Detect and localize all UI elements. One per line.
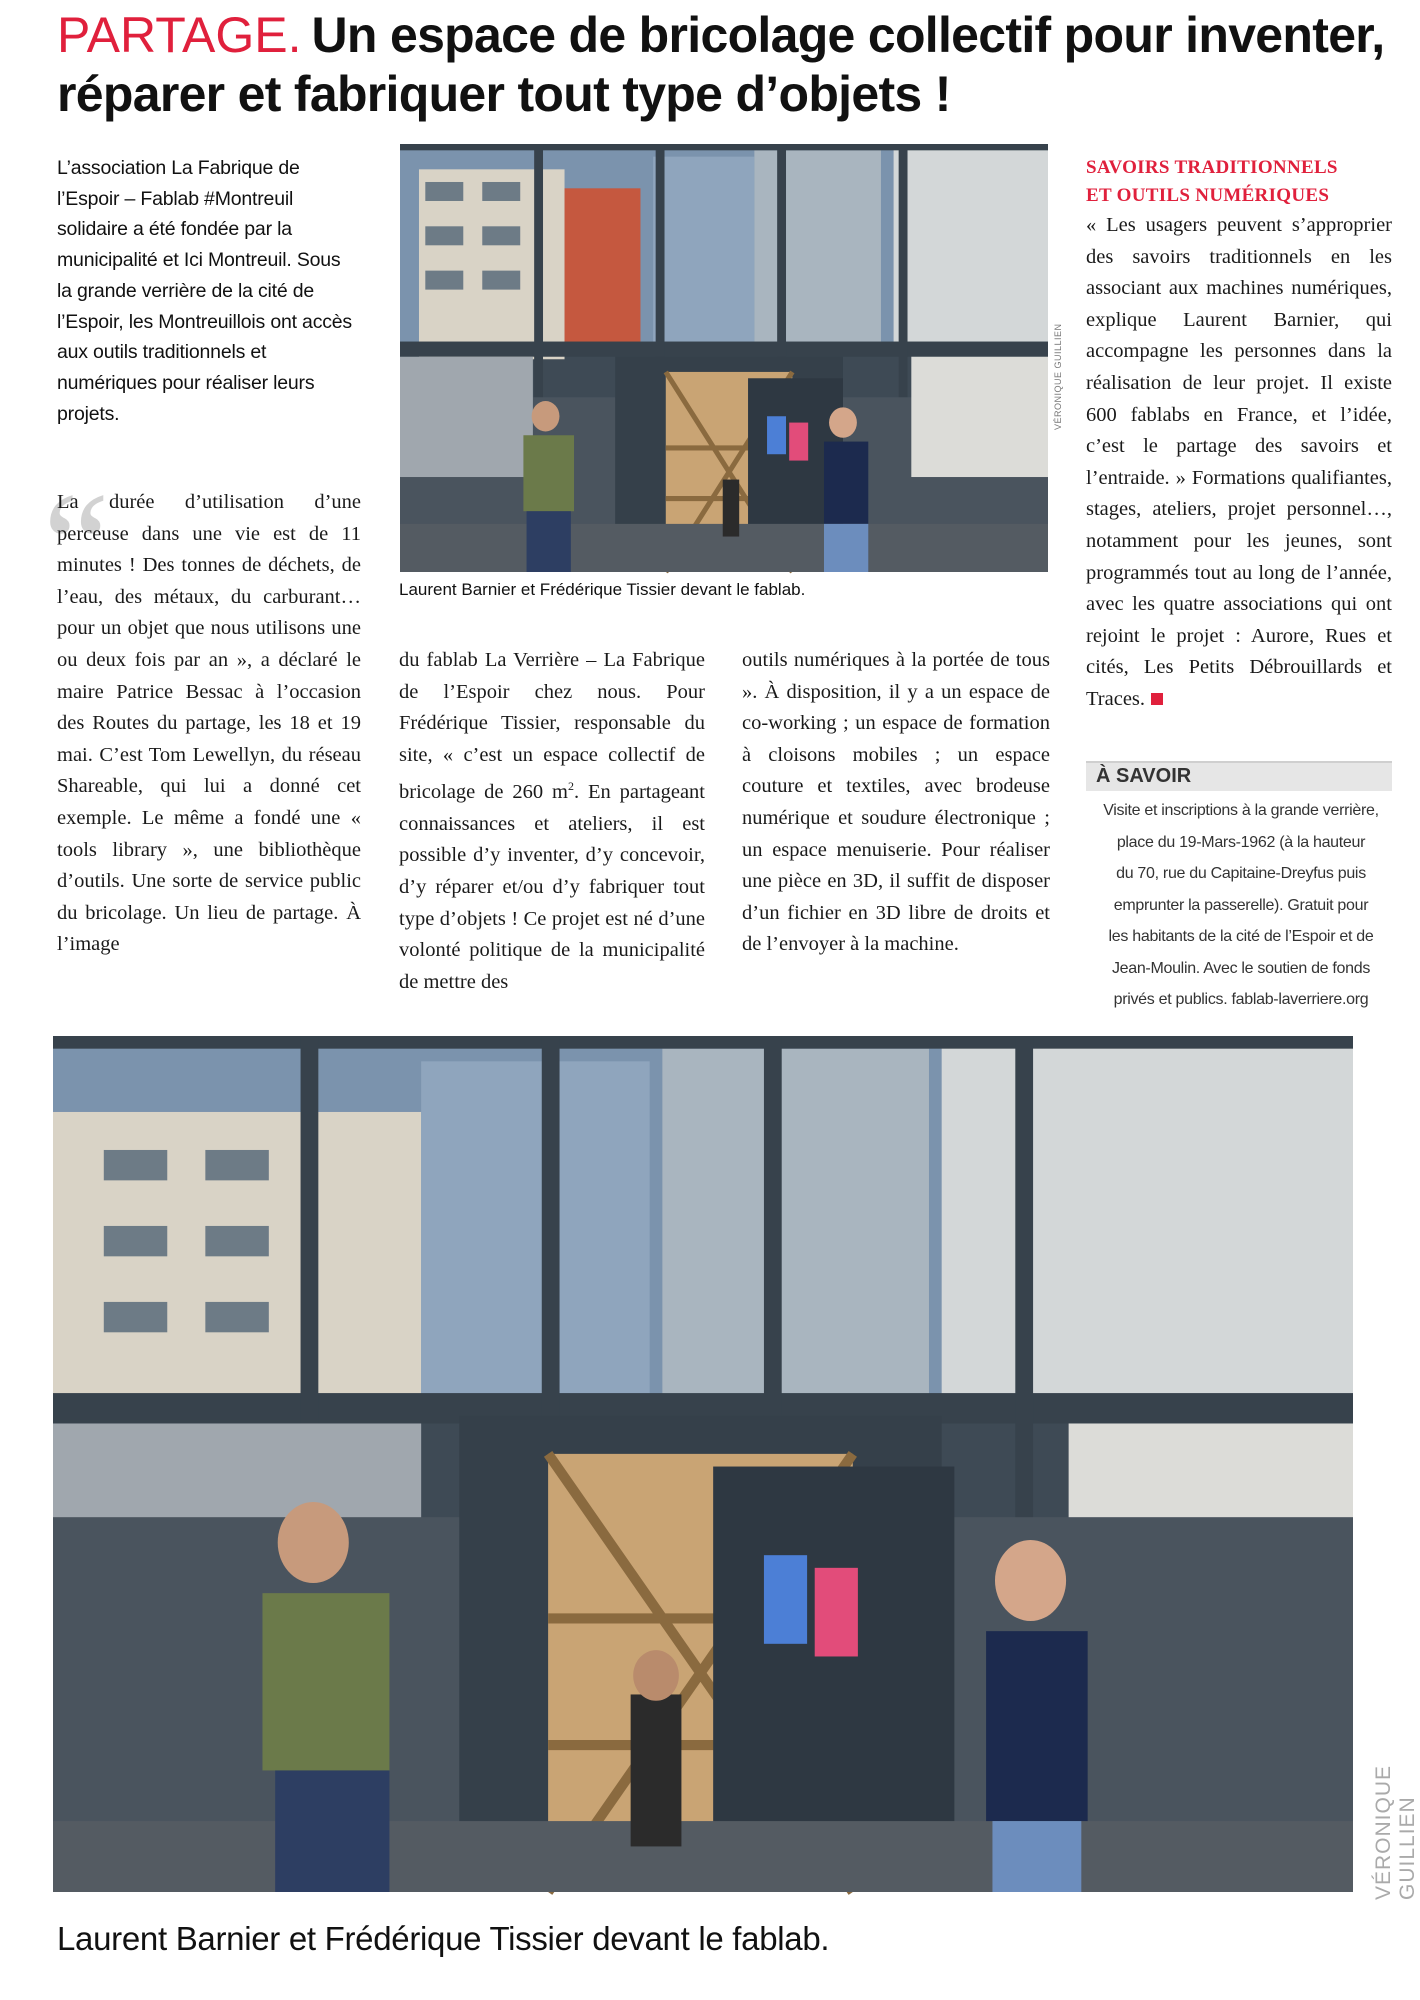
sidebar-text: « Les usagers peuvent s’approprier des savoirs traditionnels en les associant aux machines numériques, explique Laurent Barnier, qui accompagne les personnes dans la réalisation de leur projet. Il existe 600 fablabs en France, et l’idée, c’est le partage des savoirs et l’entraide. » Formations qualifiantes, stages, ateliers, projet personnel…, notamment pour les jeunes, sont programmés tout au long de l’année, avec les quatre associations qui ont rejoint le projet : Aurore, Rues et cités, Les Petits Débrouillards et Traces. [1086,214,1392,710]
info-line: les habitants de la cité de l’Espoir et de [1108,928,1374,945]
headline-kicker: PARTAGE. [57,7,302,63]
small-photo-credit: VÉRONIQUE GUILLIEN [1053,323,1063,430]
body-column-1: La durée d’utilisation d’une perceuse dans une vie est de 11 minutes ! Des tonnes de déchets, de l’eau, des métaux, du carburant… pour un objet que nous utilisons une ou deux fois par an », a déclaré le maire Patrice Bessac à l’occasion des Routes du partage, les 18 et 19 mai. C’est Tom Lewellyn, du réseau Shareable, qui lui a donné cet exemple. Le même a fondé une « tools library », une bibliothèque d’outils. Une sorte de service public du bricolage. Un lieu de partage. À l’image [57,491,361,956]
body-column-2-b: . En partageant connaissances et ateliers, il est possible d’y inventer, d’y concevoir, d’y réparer et/ou d’y fabriquer tout type d’objets ! Ce projet est né d’une volonté politique de la municipalité de mettre des [399,781,705,993]
intro-paragraph: L’association La Fabrique de l’Espoir – Fablab #Montreuil solidaire a été fondée par la municipalité et Ici Montreuil. Sous la grande verrière de la cité de l’Espoir, les Montreuillois ont accès aux outils traditionnels et numériques pour réaliser leurs projets. [57,157,352,425]
photo-scene [400,144,1048,572]
large-photo-caption: Laurent Barnier et Frédérique Tissier devant le fablab. [57,1920,830,1957]
small-photo [400,144,1048,572]
small-photo-caption: Laurent Barnier et Frédérique Tissier devant le fablab. [399,580,806,599]
sidebar-title-line-2: ET OUTILS NUMÉRIQUES [1086,185,1330,206]
info-line: du 70, rue du Capitaine-Dreyfus puis [1116,865,1366,882]
body-column-3: outils numériques à la portée de tous ». À disposition, il y a un espace de co-working ; un espace de formation à cloisons mobiles ; un espace couture et textiles, avec brodeuse numérique et soudure électronique ; un espace menuiserie. Pour réaliser une pièce en 3D, il suffit de disposer d’un fichier en 3D libre de droits et de l’envoyer à la machine. [742,649,1050,956]
superscript-2: 2 [567,779,574,794]
info-line: Visite et inscriptions à la grande verrière, [1103,802,1379,819]
info-box-title: À SAVOIR [1086,761,1392,791]
info-box-body [1086,795,1396,1016]
sidebar-title [1086,154,1396,210]
info-line: place du 19-Mars-1962 (à la hauteur [1116,833,1366,851]
end-mark-icon [1151,693,1163,705]
info-line: Jean-Moulin. Avec le soutien de fonds [1111,959,1371,977]
info-line: emprunter la passerelle). Gratuit pour [1113,896,1369,914]
large-photo [53,1036,1353,1892]
headline-title: Un espace de bricolage collectif pour inventer, réparer et fabriquer tout type d’objets ! [57,7,1385,122]
sidebar-title-line-1: SAVOIRS TRADITIONNELS [1086,157,1338,178]
large-photo-credit: VÉRONIQUE GUILLIEN [1372,1764,1419,1900]
info-line: privés et publics. fablab-laverriere.org [1113,991,1369,1008]
photo-scene [53,1036,1353,1892]
headline [57,6,1387,124]
sidebar-text-column [1086,210,1392,716]
body-column-2 [399,645,705,998]
body-column-2-a: du fablab La Verrière – La Fabrique de l’Espoir chez nous. Pour Frédérique Tissier, responsable du site, « c’est un espace collectif de bricolage de 260 m [399,649,705,804]
quote-mark-icon: “ [43,462,110,628]
